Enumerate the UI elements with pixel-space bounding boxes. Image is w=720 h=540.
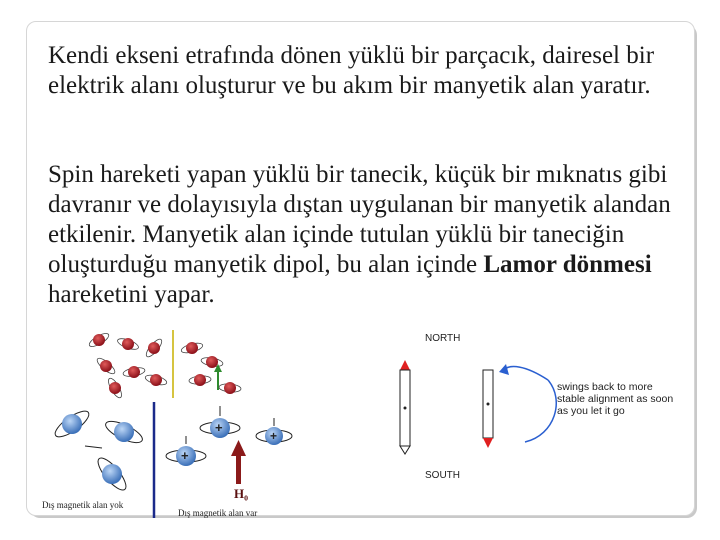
aligned-spins	[166, 406, 292, 466]
caption-with-field: Dış magnetik alan var	[178, 508, 258, 518]
paragraph-2-ending: hareketini yapar.	[48, 281, 215, 308]
plus-sign-1: +	[215, 420, 223, 435]
paragraph-spin-current	[48, 41, 688, 101]
spin-alignment-illustration	[40, 328, 303, 526]
needle-aligned	[400, 360, 410, 454]
north-label: NORTH	[425, 333, 461, 344]
blue-random-spins	[52, 407, 145, 494]
paragraph-1-text: Kendi ekseni etrafında dönen yüklü bir parçacık, dairesel bir elektrik alanı oluşturur ve bu akım bir manyetik alan yaratır.	[48, 42, 655, 99]
compass-needle-figure	[385, 330, 695, 485]
paragraph-2-text: Spin hareketi yapan yüklü bir tanecik, küçük bir mıknatıs gibi davranır ve dolayısıyla dıştan uygulanan bir manyetik alandan etkilenir. Manyetik alan içinde tutulan yüklü bir taneciğin oluşturduğu manyetik dipol, bu alan içinde	[48, 161, 671, 278]
paragraph-lamor	[48, 160, 688, 310]
south-label: SOUTH	[425, 470, 460, 481]
field-label: H₀	[234, 486, 249, 501]
swing-note: swings back to more stable alignment as soon as you let it go	[557, 381, 674, 417]
random-spins-cluster	[87, 330, 241, 400]
swing-arrow	[499, 364, 556, 442]
plus-sign-3: +	[181, 448, 189, 463]
field-arrow	[231, 440, 246, 484]
needle-displaced	[483, 370, 493, 448]
plus-sign-2: +	[270, 429, 278, 443]
paragraph-2-bold-term: Lamor dönmesi	[483, 251, 652, 278]
spin-alignment-figure	[40, 328, 303, 526]
caption-no-field: Dış magnetik alan yok	[42, 500, 124, 510]
